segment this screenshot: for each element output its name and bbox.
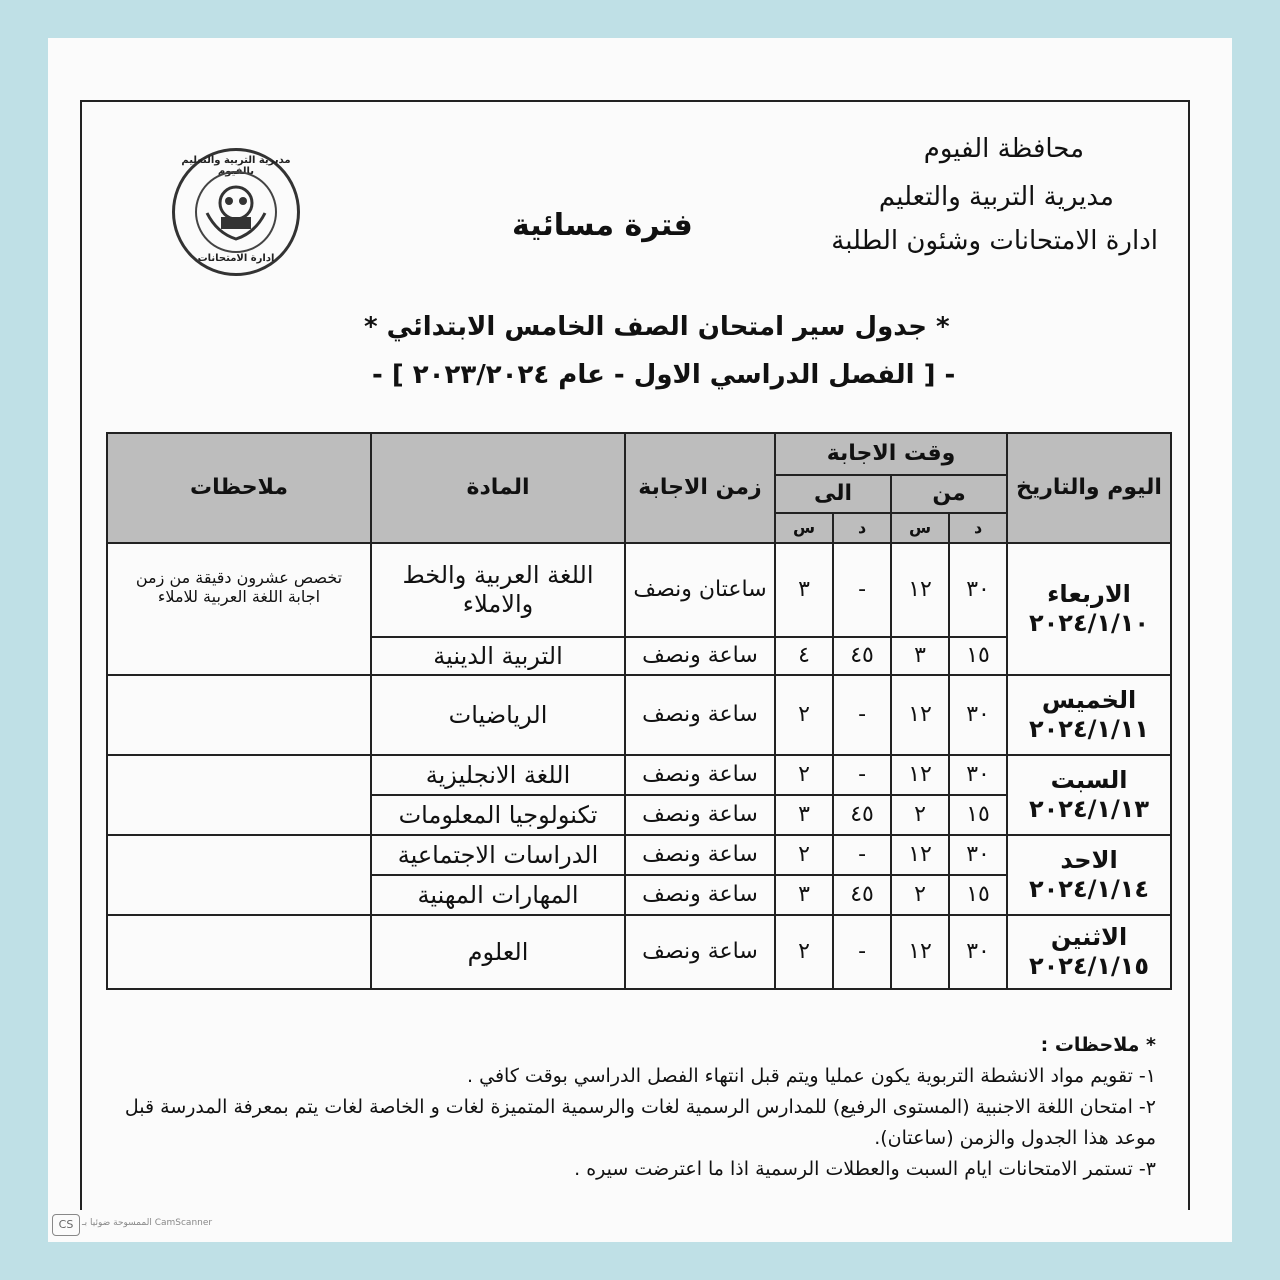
to-minute: -: [833, 915, 891, 989]
row-note: [107, 675, 371, 755]
day-date-cell: [1007, 835, 1171, 915]
day-date-cell: [1007, 675, 1171, 755]
note-1: ١- تقويم مواد الانشطة التربوية يكون عمليا ويتم قبل انتهاء الفصل الدراسي بوقت كافي .: [467, 1065, 1156, 1087]
duration: ساعة ونصف: [625, 915, 775, 989]
from-hour: ١٢: [891, 755, 949, 795]
from-minute: ١٥: [949, 795, 1007, 835]
from-hour: ٣: [891, 637, 949, 675]
notes-section: [116, 1030, 1156, 1185]
header-subject: المادة: [371, 433, 625, 543]
from-minute: ١٥: [949, 875, 1007, 915]
table-row: [107, 543, 1171, 637]
from-minute: ٣٠: [949, 543, 1007, 637]
subject: اللغة العربية والخط والاملاء: [371, 543, 625, 637]
table-row: [107, 835, 1171, 875]
day-date-cell: [1007, 755, 1171, 835]
term-subtitle: - [ الفصل الدراسي الاول - عام ٢٠٢٣/٢٠٢٤ ] -: [372, 360, 956, 390]
subject: الرياضيات: [371, 675, 625, 755]
to-minute: ٤٥: [833, 875, 891, 915]
day-name: الخميس: [1041, 686, 1137, 715]
exam-date: ٢٠٢٤/١/١٠: [1029, 609, 1150, 637]
exam-date: ٢٠٢٤/١/١١: [1029, 715, 1150, 743]
day-name: الاحد: [1060, 846, 1118, 875]
seal-top-text: مديرية التربية والتعليم بالفيوم: [181, 155, 291, 177]
day-name: الاثنين: [1050, 923, 1128, 952]
to-minute: -: [833, 543, 891, 637]
to-hour: ٣: [775, 543, 833, 637]
row-note: تخصص عشرون دقيقة من زمن اجابة اللغة العربية للاملاء: [107, 543, 371, 675]
from-minute: ٣٠: [949, 835, 1007, 875]
note-2: ٢- امتحان اللغة الاجنبية (المستوى الرفيع) للمدارس الرسمية لغات والرسمية المتميزة لغات و الخاصة لغات يتم بمعرفة المدرسة قبل موعد هذا الجدول والزمن (ساعتان).: [124, 1096, 1156, 1149]
subject: المهارات المهنية: [371, 875, 625, 915]
day-date-cell: [1007, 915, 1171, 989]
directorate-seal: [172, 148, 300, 276]
subject: العلوم: [371, 915, 625, 989]
from-hour: ١٢: [891, 915, 949, 989]
governorate-label: محافظة الفيوم: [923, 134, 1084, 164]
subject: تكنولوجيا المعلومات: [371, 795, 625, 835]
header-to-hour: س: [775, 513, 833, 543]
subject: اللغة الانجليزية: [371, 755, 625, 795]
to-minute: ٤٥: [833, 795, 891, 835]
header-from: من: [891, 475, 1007, 513]
header-notes: ملاحظات: [107, 433, 371, 543]
exam-date: ٢٠٢٤/١/١٥: [1029, 952, 1150, 980]
to-hour: ٣: [775, 875, 833, 915]
row-note: [107, 755, 371, 835]
from-hour: ١٢: [891, 675, 949, 755]
to-minute: ٤٥: [833, 637, 891, 675]
header-day-date: اليوم والتاريخ: [1007, 433, 1171, 543]
from-hour: ٢: [891, 875, 949, 915]
table-row: [107, 675, 1171, 755]
header-to-minute: د: [833, 513, 891, 543]
header-duration: زمن الاجابة: [625, 433, 775, 543]
from-hour: ١٢: [891, 543, 949, 637]
to-hour: ٢: [775, 915, 833, 989]
table-row: [107, 915, 1171, 989]
header-from-minute: د: [949, 513, 1007, 543]
from-minute: ١٥: [949, 637, 1007, 675]
schedule-title: * جدول سير امتحان الصف الخامس الابتدائي *: [364, 312, 950, 342]
from-minute: ٣٠: [949, 755, 1007, 795]
exam-date: ٢٠٢٤/١/١٣: [1029, 795, 1150, 823]
camscanner-caption: الممسوحة ضوئيا بـ CamScanner: [82, 1218, 213, 1228]
to-minute: -: [833, 835, 891, 875]
note-3: ٣- تستمر الامتحانات ايام السبت والعطلات الرسمية اذا ما اعترضت سيره .: [574, 1158, 1156, 1180]
directorate-label: مديرية التربية والتعليم: [878, 182, 1114, 212]
day-name: الاربعاء: [1047, 580, 1131, 609]
to-hour: ٢: [775, 675, 833, 755]
seal-bottom-text: ادارة الامتحانات: [197, 253, 275, 264]
subject: التربية الدينية: [371, 637, 625, 675]
duration: ساعة ونصف: [625, 835, 775, 875]
exam-date: ٢٠٢٤/١/١٤: [1029, 875, 1150, 903]
row-note: [107, 915, 371, 989]
header-to: الى: [775, 475, 891, 513]
duration: ساعة ونصف: [625, 637, 775, 675]
notes-heading: * ملاحظات :: [1040, 1034, 1156, 1056]
header-answer-time: وقت الاجابة: [775, 433, 1007, 475]
duration: ساعة ونصف: [625, 755, 775, 795]
to-hour: ٢: [775, 755, 833, 795]
day-date-cell: [1007, 543, 1171, 675]
seal-emblem-icon: [197, 173, 275, 251]
to-minute: -: [833, 675, 891, 755]
to-minute: -: [833, 755, 891, 795]
subject: الدراسات الاجتماعية: [371, 835, 625, 875]
from-minute: ٣٠: [949, 915, 1007, 989]
duration: ساعة ونصف: [625, 675, 775, 755]
department-label: ادارة الامتحانات وشئون الطلبة: [831, 226, 1158, 256]
from-hour: ٢: [891, 795, 949, 835]
period-label: فترة مسائية: [512, 208, 693, 243]
table-row: [107, 755, 1171, 795]
duration: ساعة ونصف: [625, 795, 775, 835]
camscanner-logo: CS: [52, 1214, 80, 1236]
from-minute: ٣٠: [949, 675, 1007, 755]
to-hour: ٤: [775, 637, 833, 675]
duration: ساعتان ونصف: [625, 543, 775, 637]
to-hour: ٢: [775, 835, 833, 875]
from-hour: ١٢: [891, 835, 949, 875]
exam-schedule-table: [106, 432, 1172, 990]
row-note: [107, 835, 371, 915]
to-hour: ٣: [775, 795, 833, 835]
duration: ساعة ونصف: [625, 875, 775, 915]
header-from-hour: س: [891, 513, 949, 543]
day-name: السبت: [1050, 766, 1128, 795]
